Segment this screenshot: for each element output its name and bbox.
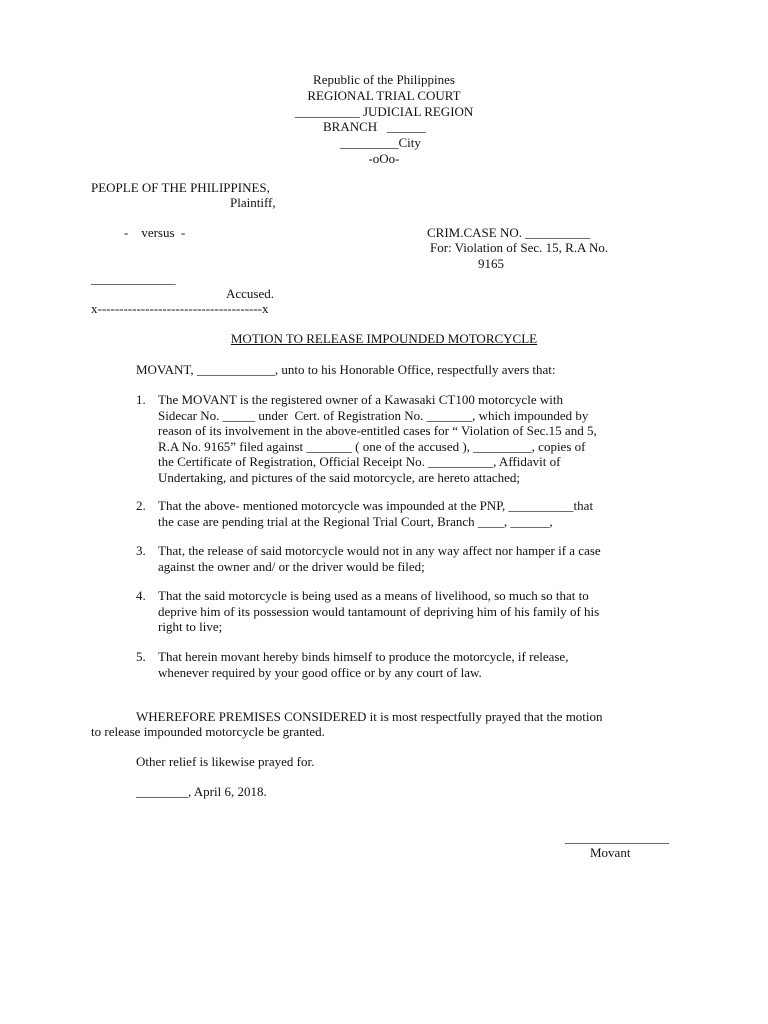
caption-separator: x--------------------------------------x — [91, 301, 269, 316]
motion-title: MOTION TO RELEASE IMPOUNDED MOTORCYCLE — [230, 331, 538, 346]
versus-label: - versus - — [124, 225, 186, 240]
item-4-line: right to live; — [158, 619, 223, 634]
item-1-line: The MOVANT is the registered owner of a Kawasaki CT100 motorcycle with — [158, 392, 563, 407]
item-4-line: deprive him of its possession would tantamount of depriving him of his family of his — [158, 603, 600, 619]
item-4-line: That the said motorcycle is being used as a means of livelihood, so much so that to — [158, 588, 589, 603]
item-4-text — [158, 588, 599, 635]
item-1-line: reason of its involvement in the above-entitled cases for “ Violation of Sec.15 and 5, — [158, 423, 597, 438]
item-1-line: the Certificate of Registration, Official Receipt No. __________, Affidavit of — [158, 454, 561, 469]
item-1-line: Sidecar No. _____ under Cert. of Registration No. _______, which impounded by — [158, 407, 589, 423]
other-relief: Other relief is likewise prayed for. — [136, 754, 315, 769]
header-city: _________City — [340, 135, 421, 150]
item-1-text — [158, 392, 597, 485]
header-separator-mark: -oOo- — [368, 151, 400, 166]
header-judicial-region: __________ JUDICIAL REGION — [294, 104, 474, 119]
item-5-line: That herein movant hereby binds himself to produce the motorcycle, if release, — [158, 649, 569, 664]
item-5-text — [158, 649, 568, 680]
violation-line-1: For: Violation of Sec. 15, R.A No. — [430, 240, 609, 255]
header-branch: BRANCH ______ — [323, 119, 426, 134]
item-5-number: 5. — [136, 649, 146, 664]
plaintiff-name: PEOPLE OF THE PHILIPPINES, — [91, 180, 270, 195]
plaintiff-label: Plaintiff, — [230, 195, 276, 210]
header-republic: Republic of the Philippines — [313, 72, 455, 87]
wherefore-line-2: to release impounded motorcycle be granted. — [91, 724, 325, 739]
item-3-line: against the owner and/ or the driver would be filed; — [158, 558, 425, 574]
item-5-line: whenever required by your good office or by any court of law. — [158, 664, 482, 680]
intro-paragraph: MOVANT, ____________, unto to his Honorable Office, respectfully avers that: — [136, 362, 556, 377]
case-number: CRIM.CASE NO. __________ — [427, 225, 591, 240]
accused-blank: _____________ — [91, 271, 176, 286]
item-1-number: 1. — [136, 392, 146, 407]
item-2-text — [158, 498, 593, 529]
item-2-line: the case are pending trial at the Regional Trial Court, Branch ____, ______, — [158, 513, 553, 529]
item-2-number: 2. — [136, 498, 146, 513]
item-1-line: Undertaking, and pictures of the said motorcycle, are hereto attached; — [158, 469, 521, 485]
signature-label: Movant — [590, 845, 631, 860]
wherefore-line-1: WHEREFORE PREMISES CONSIDERED it is most respectfully prayed that the motion — [136, 709, 603, 724]
accused-label: Accused. — [226, 286, 275, 301]
item-3-number: 3. — [136, 543, 146, 558]
item-4-number: 4. — [136, 588, 146, 603]
item-1-line: R.A No. 9165” filed against _______ ( one of the accused ), _________, copies of — [158, 438, 586, 454]
item-3-line: That, the release of said motorcycle would not in any way affect nor hamper if a case — [158, 543, 601, 558]
date-line: ________, April 6, 2018. — [136, 784, 267, 799]
signature-line: ________________ — [565, 830, 669, 845]
item-3-text — [158, 543, 601, 574]
violation-line-2: 9165 — [478, 256, 504, 271]
header-court: REGIONAL TRIAL COURT — [307, 88, 461, 103]
item-2-line: That the above- mentioned motorcycle was impounded at the PNP, __________that — [158, 498, 594, 513]
